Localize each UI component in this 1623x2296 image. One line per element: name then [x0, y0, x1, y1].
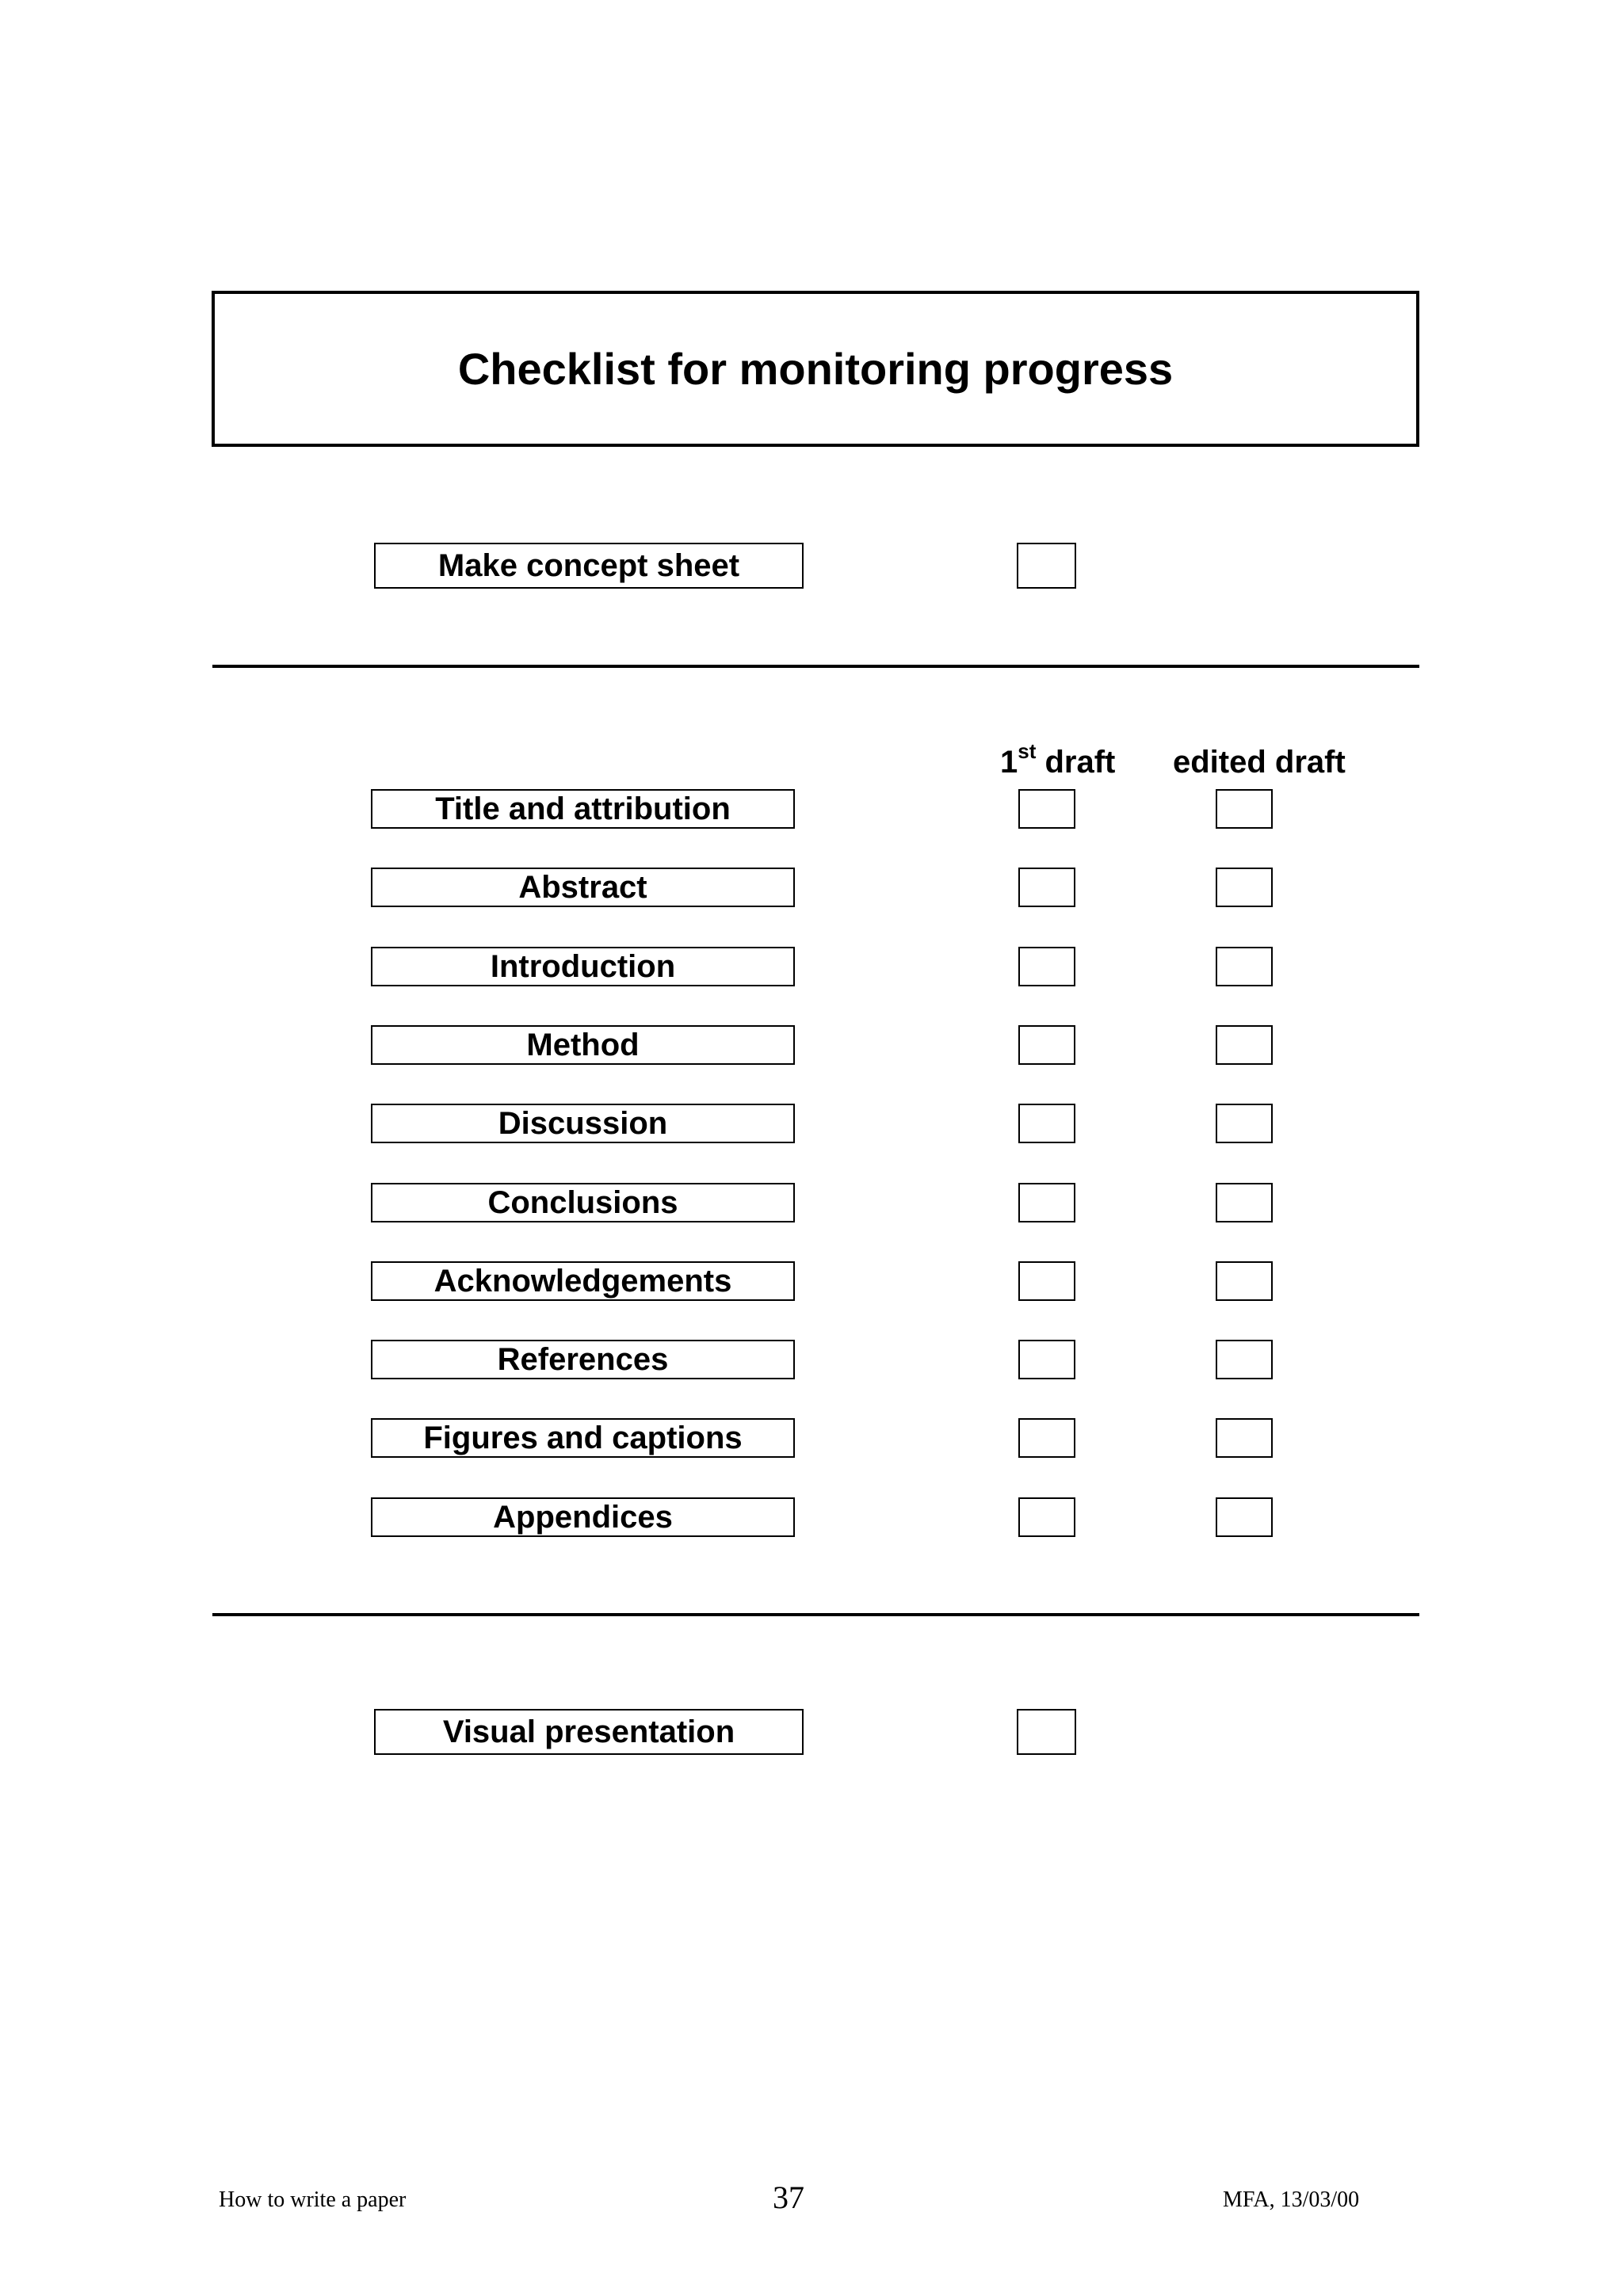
- first-draft-superscript: st: [1018, 739, 1037, 763]
- edited-draft-checkbox[interactable]: [1216, 789, 1273, 829]
- first-draft-checkbox[interactable]: [1018, 1497, 1075, 1537]
- concept-sheet-checkbox[interactable]: [1017, 543, 1076, 589]
- first-draft-header: [1000, 739, 1116, 780]
- page-title: Checklist for monitoring progress: [457, 344, 1174, 394]
- section-label: References: [371, 1340, 795, 1379]
- edited-draft-checkbox[interactable]: [1216, 1104, 1273, 1143]
- edited-draft-checkbox[interactable]: [1216, 1340, 1273, 1379]
- section-label: Conclusions: [371, 1183, 795, 1222]
- concept-sheet-label: Make concept sheet: [374, 543, 804, 589]
- first-draft-checkbox[interactable]: [1018, 789, 1075, 829]
- footer-right: MFA, 13/03/00: [1223, 2187, 1360, 2212]
- divider-bottom: [212, 1613, 1419, 1616]
- footer-left: How to write a paper: [219, 2187, 407, 2212]
- first-draft-word: draft: [1036, 745, 1116, 780]
- edited-draft-header: edited draft: [1173, 745, 1346, 780]
- section-label: Appendices: [371, 1497, 795, 1537]
- first-draft-number: 1: [1000, 745, 1018, 780]
- visual-presentation-checkbox[interactable]: [1017, 1709, 1076, 1755]
- section-label: Acknowledgements: [371, 1261, 795, 1301]
- edited-draft-checkbox[interactable]: [1216, 1418, 1273, 1458]
- page-number: 37: [773, 2180, 804, 2215]
- first-draft-checkbox[interactable]: [1018, 1418, 1075, 1458]
- edited-draft-checkbox[interactable]: [1216, 1497, 1273, 1537]
- section-label: Introduction: [371, 947, 795, 986]
- first-draft-checkbox[interactable]: [1018, 1025, 1075, 1065]
- first-draft-checkbox[interactable]: [1018, 1183, 1075, 1222]
- edited-draft-checkbox[interactable]: [1216, 1183, 1273, 1222]
- first-draft-checkbox[interactable]: [1018, 1104, 1075, 1143]
- section-label: Figures and captions: [371, 1418, 795, 1458]
- section-label: Discussion: [371, 1104, 795, 1143]
- first-draft-checkbox[interactable]: [1018, 1340, 1075, 1379]
- first-draft-checkbox[interactable]: [1018, 868, 1075, 907]
- section-label: Abstract: [371, 868, 795, 907]
- divider-top: [212, 665, 1419, 668]
- edited-draft-checkbox[interactable]: [1216, 947, 1273, 986]
- edited-draft-checkbox[interactable]: [1216, 1025, 1273, 1065]
- section-label: Method: [371, 1025, 795, 1065]
- first-draft-checkbox[interactable]: [1018, 947, 1075, 986]
- first-draft-checkbox[interactable]: [1018, 1261, 1075, 1301]
- section-label: Title and attribution: [371, 789, 795, 829]
- title-box: [212, 291, 1419, 447]
- edited-draft-checkbox[interactable]: [1216, 1261, 1273, 1301]
- edited-draft-checkbox[interactable]: [1216, 868, 1273, 907]
- visual-presentation-label: Visual presentation: [374, 1709, 804, 1755]
